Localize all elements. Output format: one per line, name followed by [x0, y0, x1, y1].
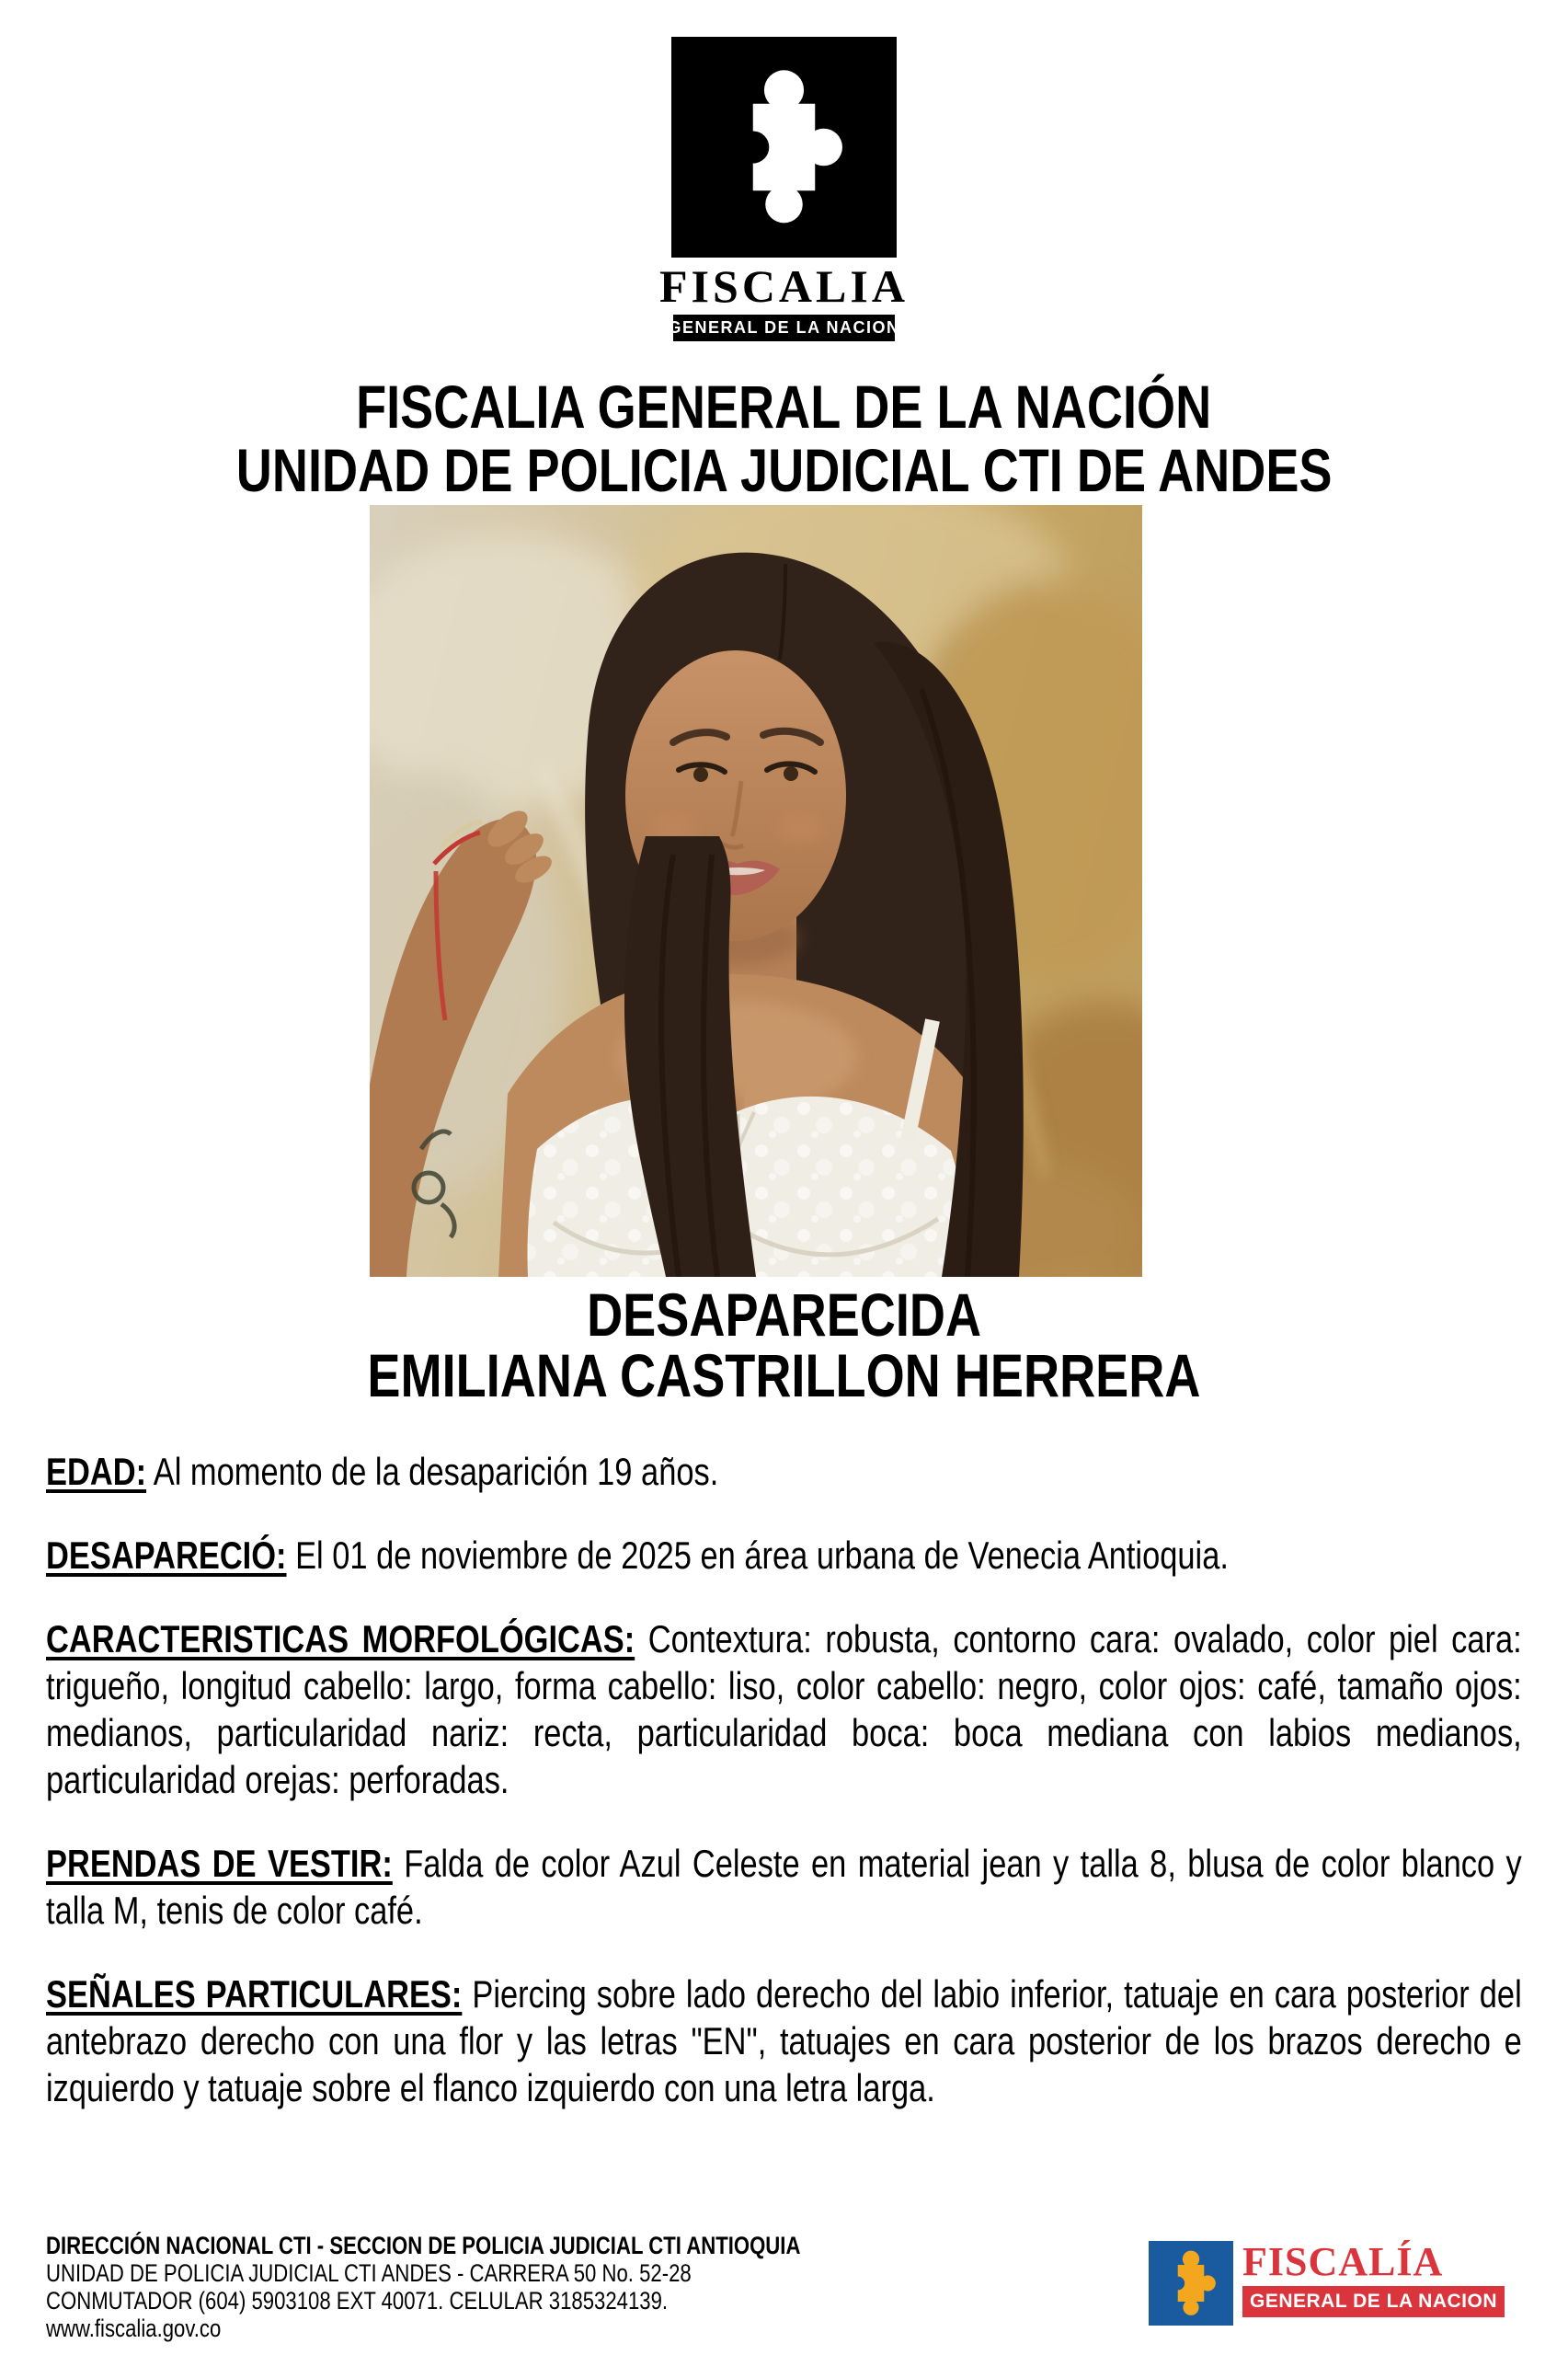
- section-desaparecio-text: El 01 de noviembre de 2025 en área urbana de Venecia Antioquia.: [286, 1534, 1229, 1577]
- fiscalia-bw-logo-subtitle: GENERAL DE LA NACION: [673, 315, 895, 341]
- footer-line-website: www.fiscalia.gov.co: [46, 2315, 222, 2342]
- puzzle-piece-icon: [1163, 2246, 1219, 2320]
- section-caracteristicas: [46, 1615, 1522, 1803]
- footer-line-unidad: UNIDAD DE POLICIA JUDICIAL CTI ANDES - CARRERA 50 No. 52-28: [46, 2259, 692, 2287]
- missing-status-label: DESAPARECIDA: [586, 1281, 981, 1349]
- missing-person-photo: [370, 505, 1142, 1277]
- case-details: [46, 1448, 1522, 2148]
- section-prendas: [46, 1840, 1522, 1934]
- section-senales-label: SEÑALES PARTICULARES:: [46, 1972, 463, 2016]
- fiscalia-bw-logo-square: [671, 37, 897, 258]
- missing-person-name: EMILIANA CASTRILLON HERRERA: [367, 1341, 1201, 1409]
- fiscalia-color-logo-text: [1242, 2241, 1505, 2317]
- section-edad-text: Al momento de la desaparición 19 años.: [146, 1450, 719, 1493]
- section-caracteristicas-text: Contextura: robusta, contorno cara: ovalado, color piel cara: trigueño, longitud cabello: largo, forma cabello: liso, color cabello: negro, color ojos: café, tamaño ojos: medianos, particularidad nariz: recta, particularidad boca: boca mediana con labios medianos, particularidad orejas: perforadas.: [46, 1617, 1522, 1801]
- section-edad-label: EDAD:: [46, 1450, 147, 1493]
- section-prendas-text: Falda de color Azul Celeste en material jean y talla 8, blusa de color blanco y talla M, tenis de color café.: [46, 1842, 1522, 1932]
- fiscalia-color-logo: [1149, 2241, 1505, 2326]
- footer-contact-block: [46, 2232, 967, 2342]
- puzzle-piece-icon: [722, 60, 846, 235]
- fiscalia-color-logo-square: [1149, 2241, 1233, 2326]
- fiscalia-bw-logo: [0, 37, 1568, 341]
- section-senales: [46, 1970, 1522, 2111]
- fiscalia-bw-logo-wordmark: FISCALIA: [659, 260, 909, 312]
- footer-line-direccion: DIRECCIÓN NACIONAL CTI - SECCION DE POLICIA JUDICIAL CTI ANTIOQUIA: [46, 2232, 801, 2259]
- title-line-2: UNIDAD DE POLICIA JUDICIAL CTI DE ANDES: [235, 436, 1333, 504]
- section-senales-text: Piercing sobre lado derecho del labio inferior, tatuaje en cara posterior del antebrazo derecho con una flor y las letras "EN", tatuajes en cara posterior de los brazos derecho e izquierdo y tatuaje sobre el flanco izquierdo con una letra larga.: [46, 1972, 1522, 2109]
- missing-caption: [0, 1281, 1568, 1409]
- fiscalia-color-logo-wordmark: FISCALÍA: [1242, 2239, 1444, 2284]
- section-caracteristicas-label: CARACTERISTICAS MORFOLÓGICAS:: [46, 1617, 635, 1660]
- document-title: [0, 375, 1568, 502]
- section-edad: [46, 1448, 1522, 1495]
- section-desaparecio: [46, 1532, 1522, 1579]
- fiscalia-color-logo-subtitle: GENERAL DE LA NACION: [1242, 2286, 1505, 2317]
- section-desaparecio-label: DESAPARECIÓ:: [46, 1534, 287, 1577]
- footer-line-telefonos: CONMUTADOR (604) 5903108 EXT 40071. CELULAR 3185324139.: [46, 2287, 669, 2315]
- title-line-1: FISCALIA GENERAL DE LA NACIÓN: [356, 373, 1212, 441]
- section-prendas-label: PRENDAS DE VESTIR:: [46, 1842, 393, 1885]
